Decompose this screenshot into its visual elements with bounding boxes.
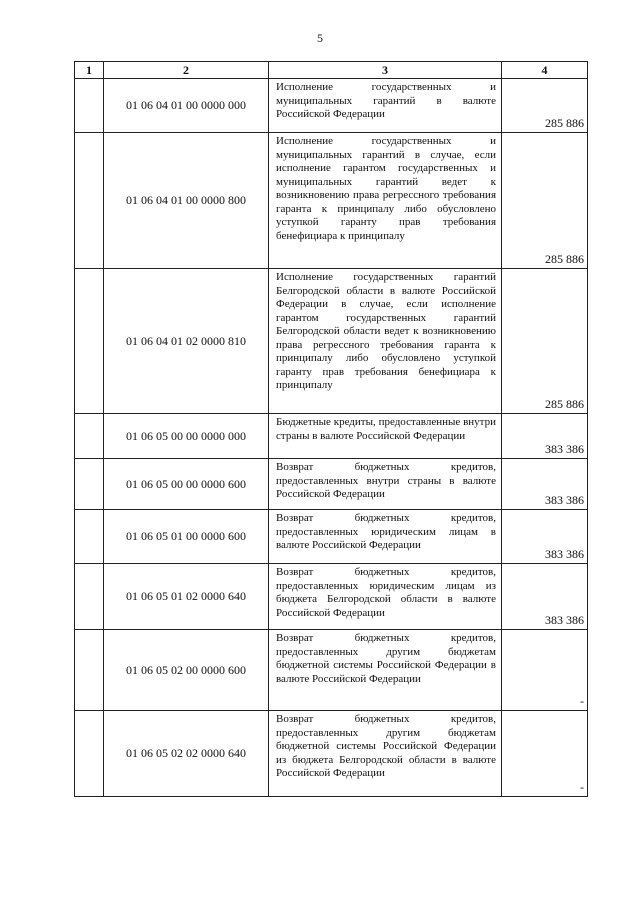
amount-cell: 383 386 [502, 414, 588, 459]
name-cell: Бюджетные кредиты, предоставленные внутри страны в валюте Российской Федерации [269, 414, 502, 459]
table-row [75, 133, 588, 269]
row-number-cell [75, 79, 104, 133]
amount-cell: 285 886 [502, 269, 588, 414]
code-cell: 01 06 05 00 00 0000 600 [104, 459, 269, 510]
code-cell: 01 06 04 01 02 0000 810 [104, 269, 269, 414]
row-number-cell [75, 414, 104, 459]
table-header-row [75, 62, 588, 79]
amount-cell: - [502, 630, 588, 711]
row-number-cell [75, 459, 104, 510]
code-cell: 01 06 04 01 00 0000 800 [104, 133, 269, 269]
amount-cell: - [502, 711, 588, 797]
code-cell: 01 06 05 02 00 0000 600 [104, 630, 269, 711]
column-header: 4 [502, 62, 588, 79]
amount-cell: 383 386 [502, 510, 588, 564]
table-row [75, 269, 588, 414]
column-header: 2 [104, 62, 269, 79]
row-number-cell [75, 711, 104, 797]
code-cell: 01 06 05 02 02 0000 640 [104, 711, 269, 797]
code-cell: 01 06 04 01 00 0000 000 [104, 79, 269, 133]
row-number-cell [75, 269, 104, 414]
column-header: 3 [269, 62, 502, 79]
table-row [75, 414, 588, 459]
row-number-cell [75, 133, 104, 269]
amount-cell: 383 386 [502, 459, 588, 510]
name-cell: Возврат бюджетных кредитов, предоставленных юридическим лицам в валюте Российской Федерации [269, 510, 502, 564]
table-row [75, 79, 588, 133]
page-number: 5 [317, 31, 323, 45]
code-cell: 01 06 05 01 00 0000 600 [104, 510, 269, 564]
name-cell: Возврат бюджетных кредитов, предоставленных юридическим лицам из бюджета Белгородской области в валюте Российской Федерации [269, 564, 502, 630]
name-cell: Возврат бюджетных кредитов, предоставленных другим бюджетам бюджетной системы Российской Федерации в валюте Российской Федерации [269, 630, 502, 711]
table-row [75, 459, 588, 510]
name-cell: Исполнение государственных гарантий Белгородской области в валюте Российской Федерации в случае, если исполнение гарантом государственных гарантий Белгородской области ведет к возникновению права регрессного требования гаранта к принципалу либо обусловлено уступкой гаранту прав требования бенефициара к принципалу [269, 269, 502, 414]
row-number-cell [75, 564, 104, 630]
name-cell: Возврат бюджетных кредитов, предоставленных другим бюджетам бюджетной системы Российской Федерации из бюджета Белгородской области в валюте Российской Федерации [269, 711, 502, 797]
column-header: 1 [75, 62, 104, 79]
table-row [75, 510, 588, 564]
name-cell: Исполнение государственных и муниципальных гарантий в валюте Российской Федерации [269, 79, 502, 133]
code-cell: 01 06 05 00 00 0000 000 [104, 414, 269, 459]
row-number-cell [75, 510, 104, 564]
amount-cell: 285 886 [502, 133, 588, 269]
table-row [75, 711, 588, 797]
code-cell: 01 06 05 01 02 0000 640 [104, 564, 269, 630]
table-row [75, 564, 588, 630]
row-number-cell [75, 630, 104, 711]
amount-cell: 383 386 [502, 564, 588, 630]
budget-sources-table [74, 61, 588, 797]
amount-cell: 285 886 [502, 79, 588, 133]
table-row [75, 630, 588, 711]
name-cell: Исполнение государственных и муниципальных гарантий в случае, если исполнение гарантом государственных и муниципальных гарантий ведет к возникновению права регрессного требования гаранта к принципалу либо обусловлено уступкой гаранту прав требования бенефициара к принципалу [269, 133, 502, 269]
name-cell: Возврат бюджетных кредитов, предоставленных внутри страны в валюте Российской Федерации [269, 459, 502, 510]
